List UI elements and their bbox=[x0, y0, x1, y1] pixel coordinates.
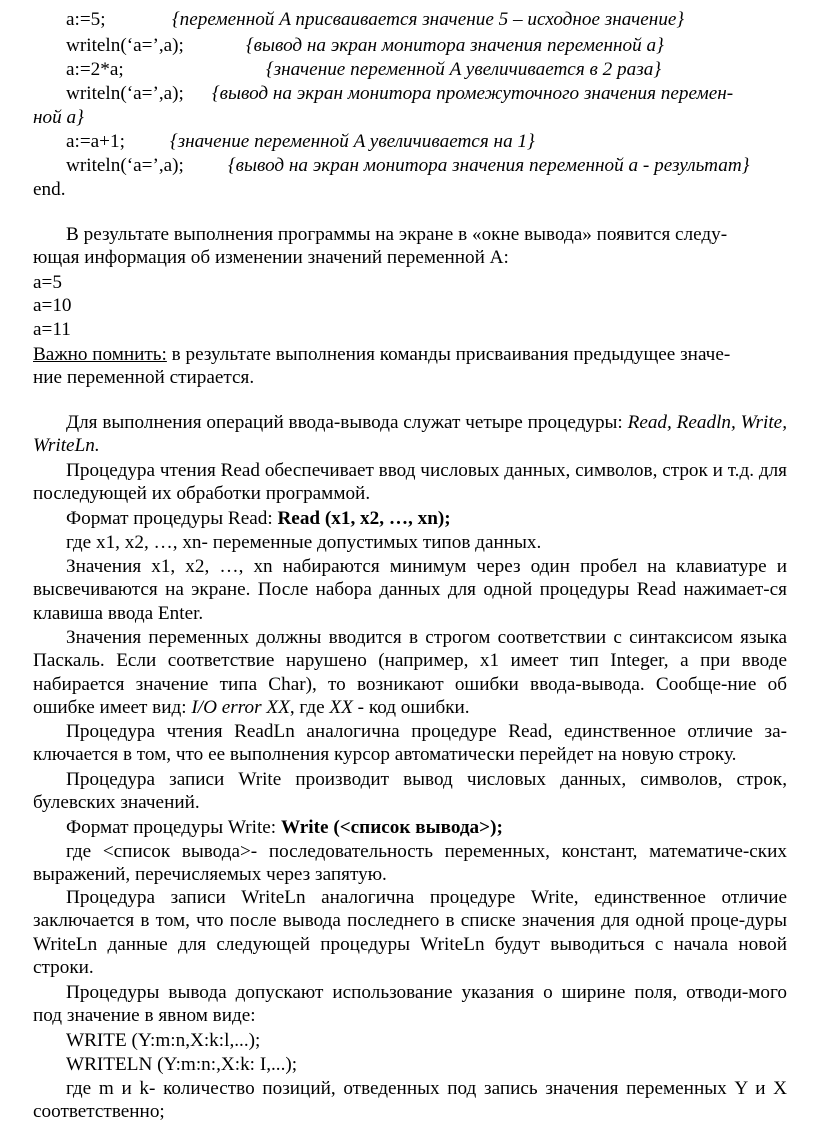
write-format-code: Write (<список вывода>); bbox=[280, 817, 503, 838]
readln-description: Процедура чтения ReadLn аналогична процедуре Read, единственное отличие за-ключается в том, что ее выполнения курсор автоматически перейдет на новую строку. bbox=[33, 721, 787, 766]
read-where: где x1, x2, …, xn- переменные допустимых типов данных. bbox=[66, 532, 542, 553]
result-intro: В результате выполнения программы на экране в «окне вывода» появится следу- ющая информация об изменении значений переменной A: bbox=[33, 224, 728, 269]
output-list bbox=[33, 271, 787, 341]
width-where: где m и k- количество позиций, отведенных под запись значения переменных Y и X соответственно; bbox=[33, 1078, 787, 1123]
code-comment: {вывод на экран монитора значения переменной a} bbox=[246, 35, 664, 56]
code-statement: a:=2*a; bbox=[66, 59, 124, 80]
end-keyword: end. bbox=[33, 179, 66, 200]
code-statement: writeln(‘a=’,a); bbox=[66, 35, 184, 56]
code-statement: a:=5; bbox=[66, 9, 106, 30]
write-description: Процедура записи Write производит вывод числовых данных, символов, строк, булевских значений. bbox=[33, 769, 787, 814]
code-comment: {значение переменной A увеличивается на 1} bbox=[170, 131, 535, 152]
io-procedures: Read, Readln, Write, WriteLn. bbox=[33, 412, 787, 457]
code-statement: writeln(‘a=’,a); bbox=[66, 83, 184, 104]
code-comment: {переменной A присваивается значение 5 – исходное значение} bbox=[172, 9, 685, 30]
read-description: Процедура чтения Read обеспечивает ввод числовых данных, символов, строк и т.д. для последующей их обработки программой. bbox=[33, 460, 787, 505]
remember-label: Важно помнить: bbox=[33, 344, 167, 365]
code-statement: a:=a+1; bbox=[66, 131, 125, 152]
code-comment: {вывод на экран монитора промежуточного значения перемен- bbox=[212, 83, 734, 104]
read-format-code: Read (x1, x2, …, xn); bbox=[277, 508, 451, 529]
code-line-3 bbox=[66, 58, 662, 81]
code-comment-continuation bbox=[33, 106, 84, 129]
code-line-5 bbox=[66, 130, 535, 153]
width-example-2: WRITELN (Y:m:n:,X:k: I,...); bbox=[66, 1054, 298, 1075]
width-example-1: WRITE (Y:m:n,X:k:l,...); bbox=[66, 1030, 261, 1051]
error-code: XX bbox=[329, 696, 353, 718]
writeln-description: Процедура записи WriteLn аналогична процедуре Write, единственное отличие заключается в том, что после вывода последнего в списке значения для одной проце-дуры WriteLn данные для следующей процедуры WriteLn будут выводиться с начала новой строки. bbox=[33, 887, 787, 978]
code-comment: ной a} bbox=[33, 107, 84, 128]
output-line: a=10 bbox=[33, 295, 72, 317]
code-line-1 bbox=[66, 8, 685, 31]
code-line-4 bbox=[66, 82, 734, 105]
read-format: Формат процедуры Read: Read (x1, x2, …, xn); bbox=[66, 508, 451, 529]
remember-note: Важно помнить: в результате выполнения команды присваивания предыдущее значе- ние переменной стирается. bbox=[33, 344, 731, 389]
width-description: Процедуры вывода допускают использование указания о ширине поля, отводи-мого под значение в явном виде: bbox=[33, 982, 787, 1027]
write-format: Формат процедуры Write: Write (<список вывода>); bbox=[66, 817, 503, 838]
io-intro: Для выполнения операций ввода-вывода служат четыре процедуры: Read, Readln, Write, WriteLn. bbox=[33, 412, 787, 457]
output-line: a=5 bbox=[33, 272, 62, 293]
code-line-2 bbox=[66, 34, 664, 57]
code-line-6 bbox=[66, 154, 750, 177]
output-line: a=11 bbox=[33, 318, 71, 340]
code-comment: {значение переменной A увеличивается в 2 раза} bbox=[266, 59, 662, 80]
code-statement: writeln(‘a=’,a); bbox=[66, 155, 184, 176]
syntax-paragraph: Значения переменных должны вводится в строгом соответствии с синтаксисом языка Паскаль. Если соответствие нарушено (например, x1 имеет тип Integer, а при вводе набирается значение типа Char), то возникают ошибки ввода-вывода. Сообще-ние об ошибке имеет вид: I/O error XX, где XX - код ошибки. bbox=[33, 627, 787, 718]
read-values: Значения x1, x2, …, xn набираются минимум через один пробел на клавиатуре и высвечиваются на экране. После набора данных для одной процедуры Read нажимает-ся клавиша ввода Enter. bbox=[33, 556, 787, 624]
error-form: I/O error XX bbox=[191, 696, 290, 718]
write-where: где <список вывода>- последовательность переменных, констант, математиче-ских выражений, перечисляемых через запятую. bbox=[33, 841, 787, 886]
code-comment: {вывод на экран монитора значения переменной a - результат} bbox=[228, 155, 750, 176]
